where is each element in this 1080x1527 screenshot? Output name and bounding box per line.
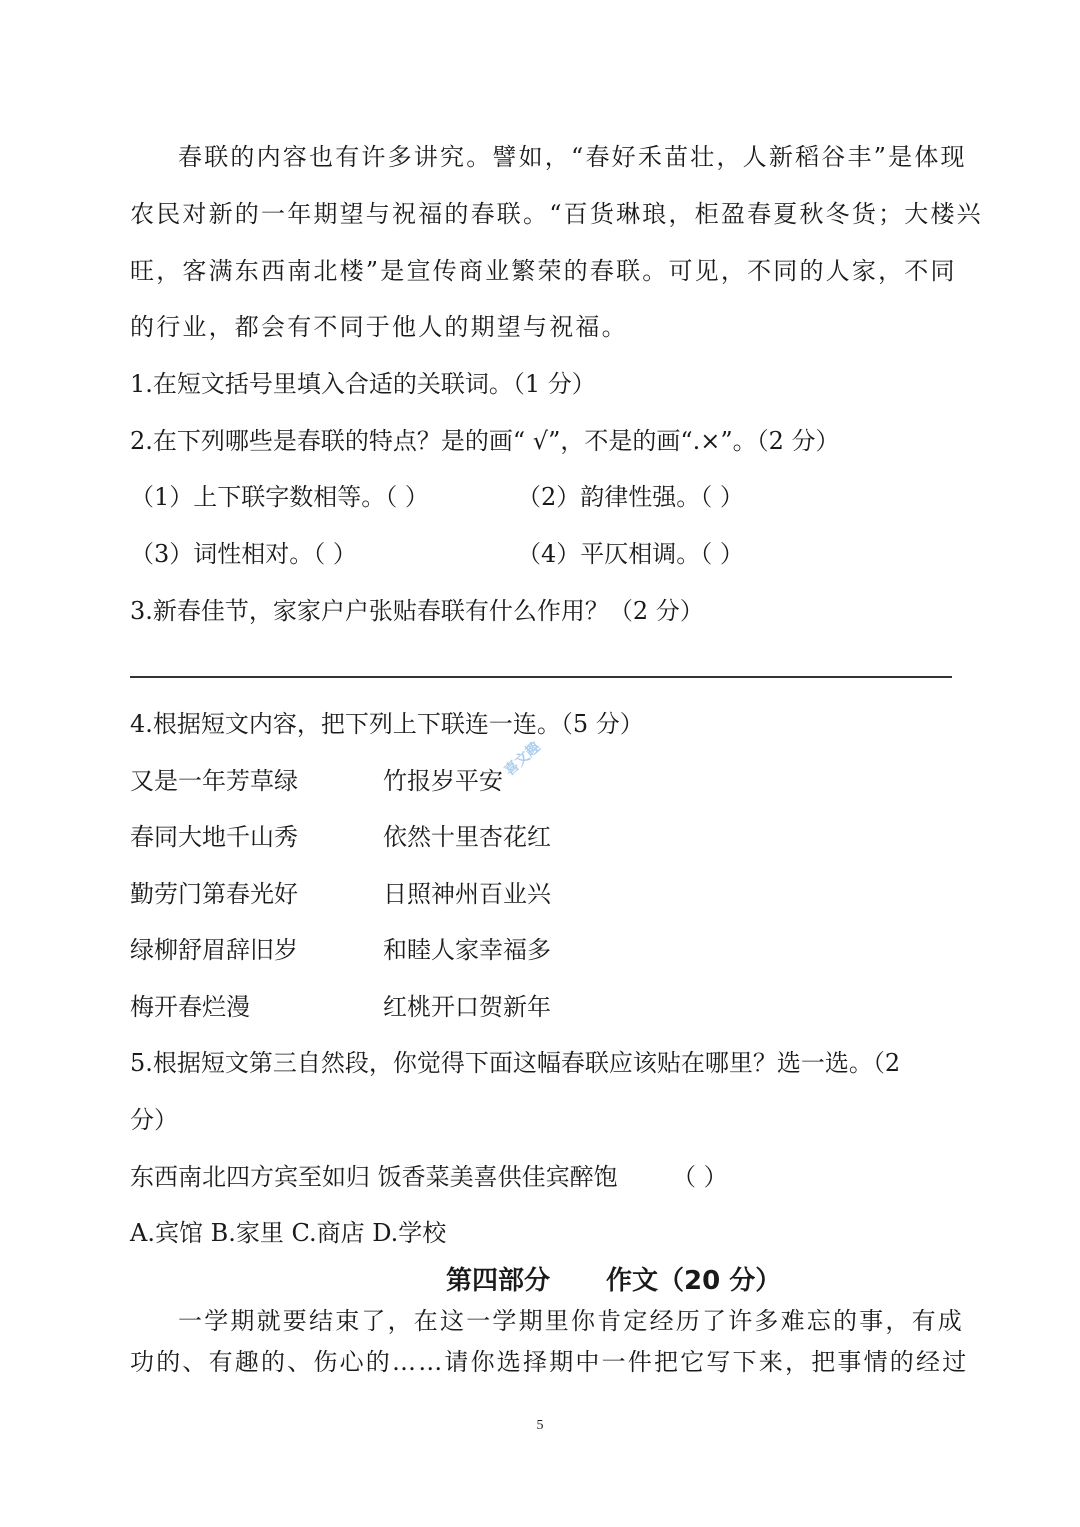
q5-couplet: 东西南北四方宾至如归 饭香菜美喜供佳宾醉饱 [130,1163,618,1191]
couplet-upper: 梅开春烂漫 [130,993,250,1021]
q5-choices: A.宾馆 B.家里 C.商店 D.学校 [130,1219,447,1247]
couplet-upper: 春同大地千山秀 [130,823,298,851]
couplet-upper: 勤劳门第春光好 [130,880,298,908]
passage-line: 的行业，都会有不同于他人的期望与祝福。 [130,313,628,341]
couplet-lower: 依然十里杏花红 [383,823,551,851]
essay-line: 一学期就要结束了，在这一学期里你肯定经历了许多难忘的事，有成 [178,1307,964,1335]
q2-option: （1）上下联字数相等。（ ） [130,483,429,511]
question-4: 4.根据短文内容，把下列上下联连一连。（5 分） [130,710,644,738]
couplet-lower: 竹报岁平安 [383,767,503,795]
couplet-lower: 红桃开口贺新年 [383,993,551,1021]
watermark-logo: 喜文趣 [501,739,544,780]
question-5: 5.根据短文第三自然段，你觉得下面这幅春联应该贴在哪里？选一选。（2 [130,1049,901,1077]
page-number: 5 [536,1418,544,1433]
couplet-upper: 又是一年芳草绿 [130,767,298,795]
essay-line: 功的、有趣的、伤心的……请你选择期中一件把它写下来，把事情的经过 [130,1348,969,1376]
passage-line: 旺，客满东西南北楼”是宣传商业繁荣的春联。可见，不同的人家，不同 [130,257,957,285]
q5-answer-bracket: （ ） [672,1163,728,1191]
couplet-lower: 和睦人家幸福多 [383,936,551,964]
question-2: 2.在下列哪些是春联的特点？是的画“ √”，不是的画“.×”。（2 分） [130,427,840,455]
section-title-left: 第四部分 [446,1266,551,1296]
question-3: 3.新春佳节，家家户户张贴春联有什么作用？（2 分） [130,597,704,625]
q2-option: （3）词性相对。（ ） [130,540,357,568]
couplet-lower: 日照神州百业兴 [383,880,551,908]
answer-line [130,676,952,678]
passage-line: 春联的内容也有许多讲究。譬如，“春好禾苗壮，人新稻谷丰”是体现 [178,143,967,171]
q2-option: （4）平仄相调。（ ） [517,540,744,568]
question-5-cont: 分） [130,1106,178,1134]
q2-option: （2）韵律性强。（ ） [517,483,744,511]
couplet-upper: 绿柳舒眉辞旧岁 [130,936,298,964]
section-title-right: 作文（20 分） [606,1266,782,1296]
passage-line: 农民对新的一年期望与祝福的春联。“百货琳琅，柜盈春夏秋冬货；大楼兴 [130,200,983,228]
question-1: 1.在短文括号里填入合适的关联词。（1 分） [130,370,596,398]
section-heading [446,1264,781,1298]
